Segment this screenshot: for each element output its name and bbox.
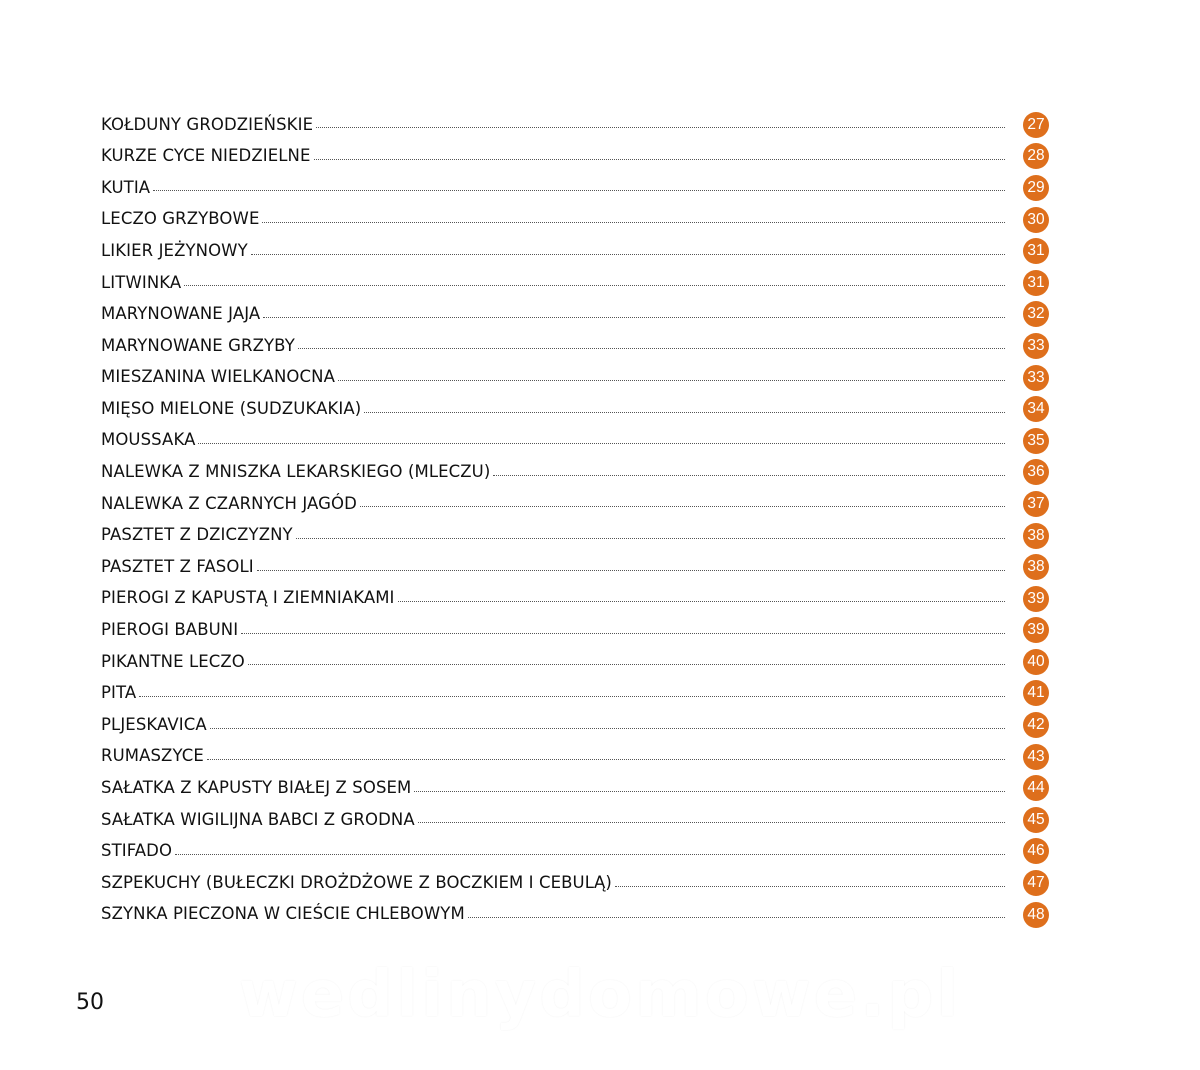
toc-entry-page-badge: 30 xyxy=(1023,207,1049,233)
toc-entry[interactable] xyxy=(101,867,1049,899)
toc-entry[interactable] xyxy=(101,109,1049,141)
toc-entry-title: KURZE CYCE NIEDZIELNE xyxy=(101,146,311,166)
toc-entry-title: STIFADO xyxy=(101,841,173,861)
toc-entry-page-badge: 47 xyxy=(1023,870,1049,896)
toc-entry-page-badge: 46 xyxy=(1023,838,1049,864)
dot-leader xyxy=(184,285,1005,286)
toc-entry-page-badge: 33 xyxy=(1023,365,1049,391)
dot-leader xyxy=(338,380,1005,381)
watermark: wedlinydomowe.pl xyxy=(238,958,962,1032)
toc-entry-page-badge: 44 xyxy=(1023,775,1049,801)
toc-entry-title: KUTIA xyxy=(101,177,151,197)
toc-entry-title: KOŁDUNY GRODZIEŃSKIE xyxy=(101,114,314,134)
toc-entry-title: SAŁATKA WIGILIJNA BABCI Z GRODNA xyxy=(101,809,415,829)
dot-leader xyxy=(418,822,1005,823)
toc-entry[interactable] xyxy=(101,141,1049,173)
toc-entry-title: PIEROGI Z KAPUSTĄ I ZIEMNIAKAMI xyxy=(101,588,395,608)
toc-entry-title: RUMASZYCE xyxy=(101,746,204,766)
dot-leader xyxy=(248,664,1005,665)
toc-entry-title: SZPEKUCHY (BUŁECZKI DROŻDŻOWE Z BOCZKIEM I CEBULĄ) xyxy=(101,872,612,892)
toc-entry-page-badge: 41 xyxy=(1023,680,1049,706)
toc-entry-title: PLJESKAVICA xyxy=(101,714,207,734)
dot-leader xyxy=(316,127,1005,128)
toc-entry-page-badge: 38 xyxy=(1023,523,1049,549)
toc-entry-title: LITWINKA xyxy=(101,272,182,292)
toc-entry-page-badge: 34 xyxy=(1023,396,1049,422)
dot-leader xyxy=(615,886,1005,887)
toc-entry[interactable] xyxy=(101,836,1049,868)
toc-entry-page-badge: 39 xyxy=(1023,617,1049,643)
dot-leader xyxy=(493,475,1005,476)
dot-leader xyxy=(263,317,1005,318)
toc-entry[interactable] xyxy=(101,267,1049,299)
dot-leader xyxy=(207,759,1005,760)
toc-entry-page-badge: 29 xyxy=(1023,175,1049,201)
toc-entry-title: MIESZANINA WIELKANOCNA xyxy=(101,367,335,387)
toc-entry-page-badge: 32 xyxy=(1023,301,1049,327)
toc-entry[interactable] xyxy=(101,457,1049,489)
dot-leader xyxy=(314,159,1006,160)
toc-entry-page-badge: 28 xyxy=(1023,143,1049,169)
toc-entry-page-badge: 36 xyxy=(1023,459,1049,485)
toc-entry-page-badge: 37 xyxy=(1023,491,1049,517)
toc-entry[interactable] xyxy=(101,488,1049,520)
toc-entry-page-badge: 45 xyxy=(1023,807,1049,833)
dot-leader xyxy=(414,791,1005,792)
toc-entry[interactable] xyxy=(101,804,1049,836)
toc-entry-title: LECZO GRZYBOWE xyxy=(101,209,260,229)
dot-leader xyxy=(364,412,1005,413)
toc-entry[interactable] xyxy=(101,772,1049,804)
table-of-contents xyxy=(101,109,1049,930)
toc-entry-page-badge: 35 xyxy=(1023,428,1049,454)
dot-leader xyxy=(360,506,1005,507)
toc-entry-title: MOUSSAKA xyxy=(101,430,196,450)
toc-entry[interactable] xyxy=(101,551,1049,583)
toc-entry-page-badge: 39 xyxy=(1023,586,1049,612)
toc-entry-page-badge: 31 xyxy=(1023,238,1049,264)
toc-entry[interactable] xyxy=(101,393,1049,425)
toc-entry-page-badge: 40 xyxy=(1023,649,1049,675)
toc-entry[interactable] xyxy=(101,204,1049,236)
dot-leader xyxy=(468,917,1005,918)
toc-entry-title: MARYNOWANE JAJA xyxy=(101,304,261,324)
toc-entry[interactable] xyxy=(101,330,1049,362)
toc-entry[interactable] xyxy=(101,678,1049,710)
toc-entry-title: PIKANTNE LECZO xyxy=(101,651,245,671)
toc-entry[interactable] xyxy=(101,299,1049,331)
toc-entry-page-badge: 43 xyxy=(1023,744,1049,770)
dot-leader xyxy=(257,570,1005,571)
toc-entry-title: PIEROGI BABUNI xyxy=(101,620,239,640)
toc-entry-title: SAŁATKA Z KAPUSTY BIAŁEJ Z SOSEM xyxy=(101,778,412,798)
toc-entry-page-badge: 48 xyxy=(1023,902,1049,928)
toc-entry-page-badge: 33 xyxy=(1023,333,1049,359)
dot-leader xyxy=(241,633,1005,634)
toc-entry-title: SZYNKA PIECZONA W CIEŚCIE CHLEBOWYM xyxy=(101,904,465,924)
dot-leader xyxy=(298,348,1005,349)
toc-entry[interactable] xyxy=(101,362,1049,394)
toc-entry-page-badge: 42 xyxy=(1023,712,1049,738)
toc-entry-title: PITA xyxy=(101,683,137,703)
toc-entry-title: LIKIER JEŻYNOWY xyxy=(101,240,248,260)
toc-entry-title: MARYNOWANE GRZYBY xyxy=(101,335,295,355)
toc-entry-title: PASZTET Z FASOLI xyxy=(101,556,254,576)
dot-leader xyxy=(398,601,1005,602)
dot-leader xyxy=(251,254,1005,255)
dot-leader xyxy=(262,222,1005,223)
dot-leader xyxy=(198,443,1005,444)
toc-entry[interactable] xyxy=(101,709,1049,741)
toc-entry-title: MIĘSO MIELONE (SUDZUKAKIA) xyxy=(101,398,362,418)
toc-entry[interactable] xyxy=(101,583,1049,615)
toc-entry-page-badge: 27 xyxy=(1023,112,1049,138)
toc-entry-page-badge: 31 xyxy=(1023,270,1049,296)
dot-leader xyxy=(175,854,1005,855)
dot-leader xyxy=(210,728,1005,729)
toc-entry[interactable] xyxy=(101,615,1049,647)
dot-leader xyxy=(153,190,1005,191)
toc-entry[interactable] xyxy=(101,899,1049,931)
toc-entry-title: NALEWKA Z CZARNYCH JAGÓD xyxy=(101,493,357,513)
toc-entry[interactable] xyxy=(101,172,1049,204)
dot-leader xyxy=(139,696,1005,697)
toc-entry[interactable] xyxy=(101,425,1049,457)
toc-entry[interactable] xyxy=(101,520,1049,552)
toc-entry[interactable] xyxy=(101,741,1049,773)
dot-leader xyxy=(296,538,1005,539)
page-number: 50 xyxy=(76,990,104,1015)
toc-entry-page-badge: 38 xyxy=(1023,554,1049,580)
toc-entry-title: NALEWKA Z MNISZKA LEKARSKIEGO (MLECZU) xyxy=(101,462,491,482)
toc-entry-title: PASZTET Z DZICZYZNY xyxy=(101,525,293,545)
toc-entry[interactable] xyxy=(101,646,1049,678)
toc-entry[interactable] xyxy=(101,235,1049,267)
